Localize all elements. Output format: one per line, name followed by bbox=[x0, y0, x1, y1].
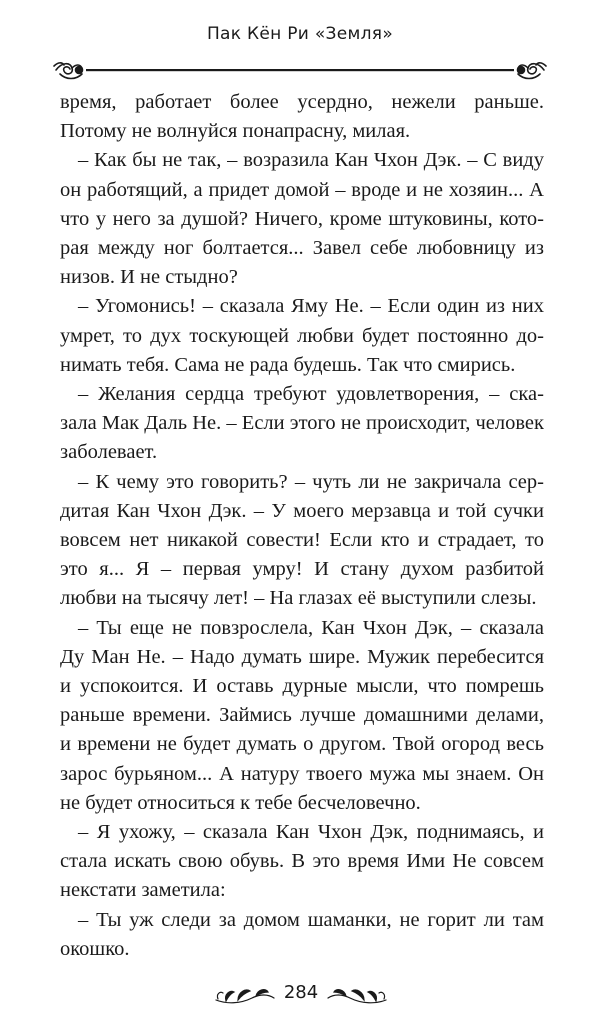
scroll-flourish-left-icon bbox=[54, 63, 83, 79]
page-text-body bbox=[60, 88, 544, 964]
paragraph: – К чему это говорить? – чуть ли не закричала сердитая Кан Чхон Дэк. – У моего мерзавца и той сучки вовсем нет никакой совести! Если кто и страдает, то это я... Я – первая умру! И стану духом разбитой любви на тысячу лет! – На глазах её выступили слезы. bbox=[60, 470, 544, 610]
paragraph-continuation: время, работает более усердно, нежели раньше. Потому не волнуйся понапрасну, милая. bbox=[60, 91, 544, 143]
paragraph: – Ты еще не повзрослела, Кан Чхон Дэк, – сказала Ду Ман Не. – Надо думать шире. Мужик перебесится и успокоится. И оставь дурные мысли, что помрешь раньше времени. Займись лучше домашними делами, и времени не будет думать о другом. Твой огород весь зарос бурьяном... А натуру твоего мужа мы знаем. Он не будет относиться к тебе бесчеловечно. bbox=[60, 616, 544, 814]
page-number: 284 bbox=[283, 982, 319, 1003]
paragraph: – Ты уж следи за домом шаманки, не горит ли там окошко. bbox=[60, 908, 544, 960]
paragraph: – Я ухожу, – сказала Кан Чхон Дэк, поднимаясь, и стала искать свою обувь. В это время Ими Не совсем некстати заметила: bbox=[60, 821, 544, 902]
header-rule-line bbox=[86, 69, 514, 71]
leaf-flourish-left-icon bbox=[212, 984, 278, 1008]
leaf-flourish-right-icon bbox=[324, 984, 390, 1008]
paragraph: – Как бы не так, – возразила Кан Чхон Дэк. – С виду он работящий, а придет домой – вроде и не хозяин... А что у него за душой? Ничего, кроме штуковины, которая между ног болтается... Завел себе любовницу из низов. И не стыдно? bbox=[60, 149, 544, 289]
page-footer bbox=[0, 980, 600, 1014]
paragraph: – Желания сердца требуют удовлетворения, – сказала Мак Даль Не. – Если этого не происходит, человек заболевает. bbox=[60, 383, 544, 464]
paragraph: – Угомонись! – сказала Яму Не. – Если один из них умрет, то дух тоскующей любви будет постоянно донимать тебя. Сама не рада будешь. Так что смирись. bbox=[60, 295, 544, 376]
header-ornamental-rule bbox=[52, 56, 548, 86]
running-head-title: Пак Кён Ри «Земля» bbox=[206, 24, 394, 44]
scroll-flourish-right-icon bbox=[518, 63, 547, 79]
